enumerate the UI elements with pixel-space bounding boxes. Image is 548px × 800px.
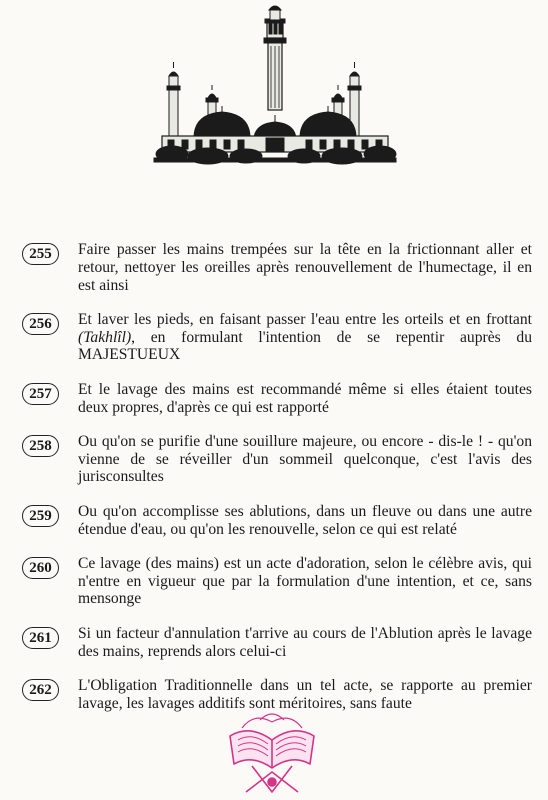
- verse-text: Faire passer les mains trempées sur la tête en la frictionnant aller et retour, nettoyer les oreilles après renouvellement de l'humectage, il en est ainsi: [78, 241, 532, 294]
- verse-number-badge: 256: [22, 313, 59, 335]
- open-book-icon: [222, 706, 322, 798]
- verse-number-badge: 260: [22, 557, 59, 579]
- verse-258: [22, 433, 532, 486]
- verse-255: [22, 241, 532, 294]
- verse-text: Et le lavage des mains est recommandé même si elles étaient toutes deux propres, d'après ce qui est rapporté: [78, 380, 532, 416]
- verse-number-badge: 262: [22, 679, 59, 701]
- mosque-icon: [150, 2, 400, 170]
- verse-260: [22, 555, 532, 608]
- verse-text-emphasis: (Takhlîl): [78, 328, 132, 346]
- verse-257: [22, 381, 532, 417]
- verse-list: [22, 241, 532, 729]
- verse-number-badge: 257: [22, 383, 59, 405]
- verse-number-badge: 261: [22, 627, 59, 649]
- verse-text: Ce lavage (des mains) est un acte d'adoration, selon le célèbre avis, qui n'entre en vigueur que par la formulation d'une intention, et ce, sans mensonge: [78, 554, 532, 608]
- verse-text: Si un facteur d'annulation t'arrive au cours de l'Ablution après le lavage des mains, reprends alors celui-ci: [78, 624, 532, 660]
- verse-259: [22, 503, 532, 539]
- verse-256: [22, 311, 532, 364]
- verse-text: Ou qu'on se purifie d'une souillure majeure, ou encore - dis-le ! - qu'on vienne de se réveiller d'un sommeil quelconque, c'est l'avis des jurisconsultes: [78, 432, 532, 486]
- verse-text: L'Obligation Traditionnelle dans un tel acte, se rapporte au premier lavage, les lavages additifs sont méritoires, sans faute: [78, 676, 532, 712]
- verse-text: Ou qu'on accomplisse ses ablutions, dans un fleuve ou dans une autre étendue d'eau, ou qu'on les renouvelle, selon ce qui est relaté: [78, 502, 532, 538]
- verse-number-badge: 255: [22, 243, 59, 265]
- verse-261: [22, 625, 532, 661]
- verse-text: [78, 311, 532, 364]
- verse-text-part: , en formulant l'intention de se repentir auprès du MAJESTUEUX: [78, 328, 532, 364]
- verse-text-part: Et laver les pieds, en faisant passer l'eau entre les orteils et en frottant: [78, 310, 532, 328]
- verse-number-badge: 259: [22, 505, 59, 527]
- verse-number-badge: 258: [22, 435, 59, 457]
